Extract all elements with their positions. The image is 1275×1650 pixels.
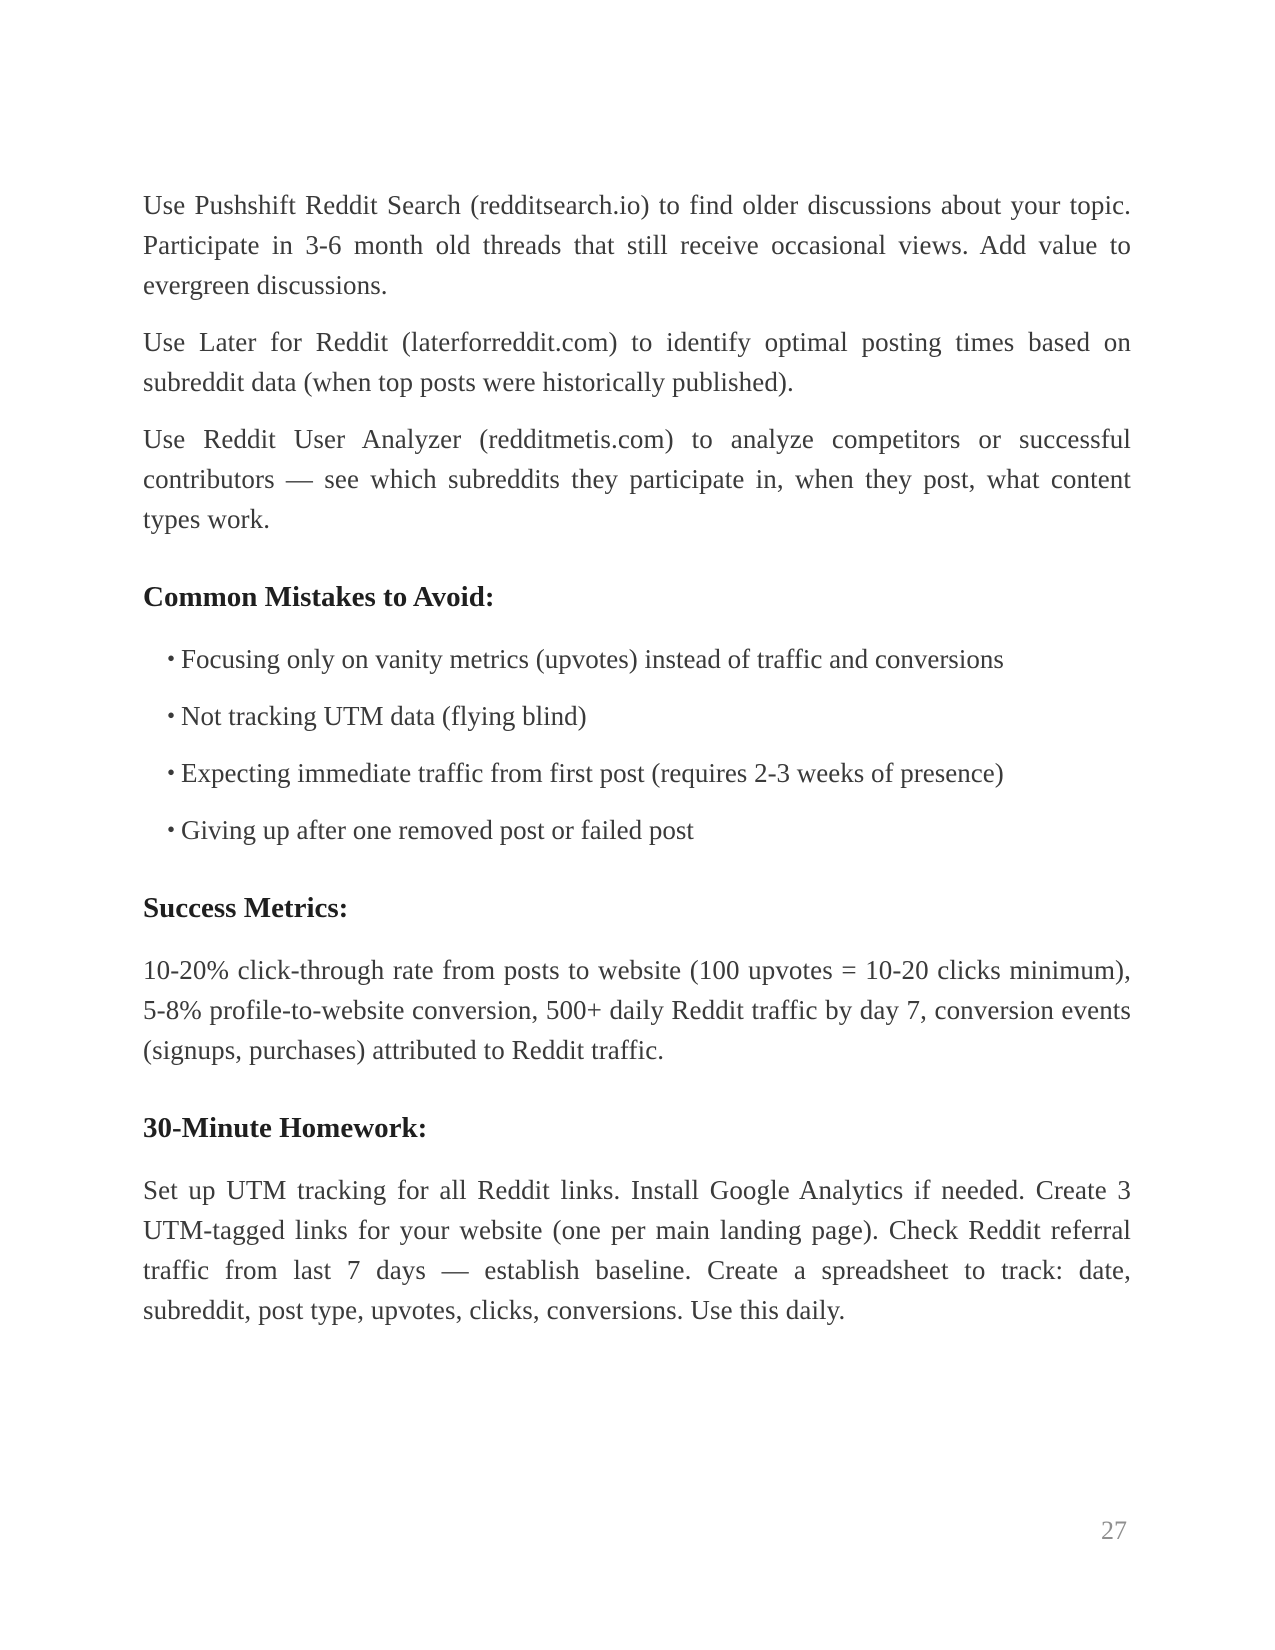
paragraph-pushshift: Use Pushshift Reddit Search (redditsearch.io) to find older discussions about your topic. Participate in 3-6 month old threads that still receive occasional views. Add value to evergreen discussions. [143,190,1131,300]
heading-common-mistakes: Common Mistakes to Avoid: [143,581,495,613]
bullet-icon: • [167,817,176,842]
page-number: 27 [1101,1516,1127,1545]
list-item-text: Expecting immediate traffic from first post (requires 2-3 weeks of presence) [181,758,1004,788]
list-item-text: Focusing only on vanity metrics (upvotes) instead of traffic and conversions [181,644,1004,674]
bullet-icon: • [167,703,176,728]
heading-homework: 30-Minute Homework: [143,1112,428,1144]
list-item [143,810,1131,850]
list-item-text: Not tracking UTM data (flying blind) [181,701,587,731]
page-content [143,185,1131,1347]
list-item [143,696,1131,736]
mistakes-list [143,639,1131,850]
bullet-icon: • [167,760,176,785]
heading-success-metrics: Success Metrics: [143,892,349,924]
paragraph-success-metrics: 10-20% click-through rate from posts to website (100 upvotes = 10-20 clicks minimum), 5-8% profile-to-website conversion, 500+ daily Reddit traffic by day 7, conversion events (signups, purchases) attributed to Reddit traffic. [143,955,1131,1065]
list-item-text: Giving up after one removed post or failed post [181,815,694,845]
list-item [143,639,1131,679]
paragraph-user-analyzer: Use Reddit User Analyzer (redditmetis.com) to analyze competitors or successful contributors — see which subreddits they participate in, when they post, what content types work. [143,424,1131,534]
bullet-icon: • [167,646,176,671]
paragraph-homework: Set up UTM tracking for all Reddit links. Install Google Analytics if needed. Create 3 UTM-tagged links for your website (one per main landing page). Check Reddit referral traffic from last 7 days — establish baseline. Create a spreadsheet to track: date, subreddit, post type, upvotes, clicks, conversions. Use this daily. [143,1175,1131,1325]
list-item [143,753,1131,793]
paragraph-later-for-reddit: Use Later for Reddit (laterforreddit.com) to identify optimal posting times based on subreddit data (when top posts were historically published). [143,327,1131,397]
